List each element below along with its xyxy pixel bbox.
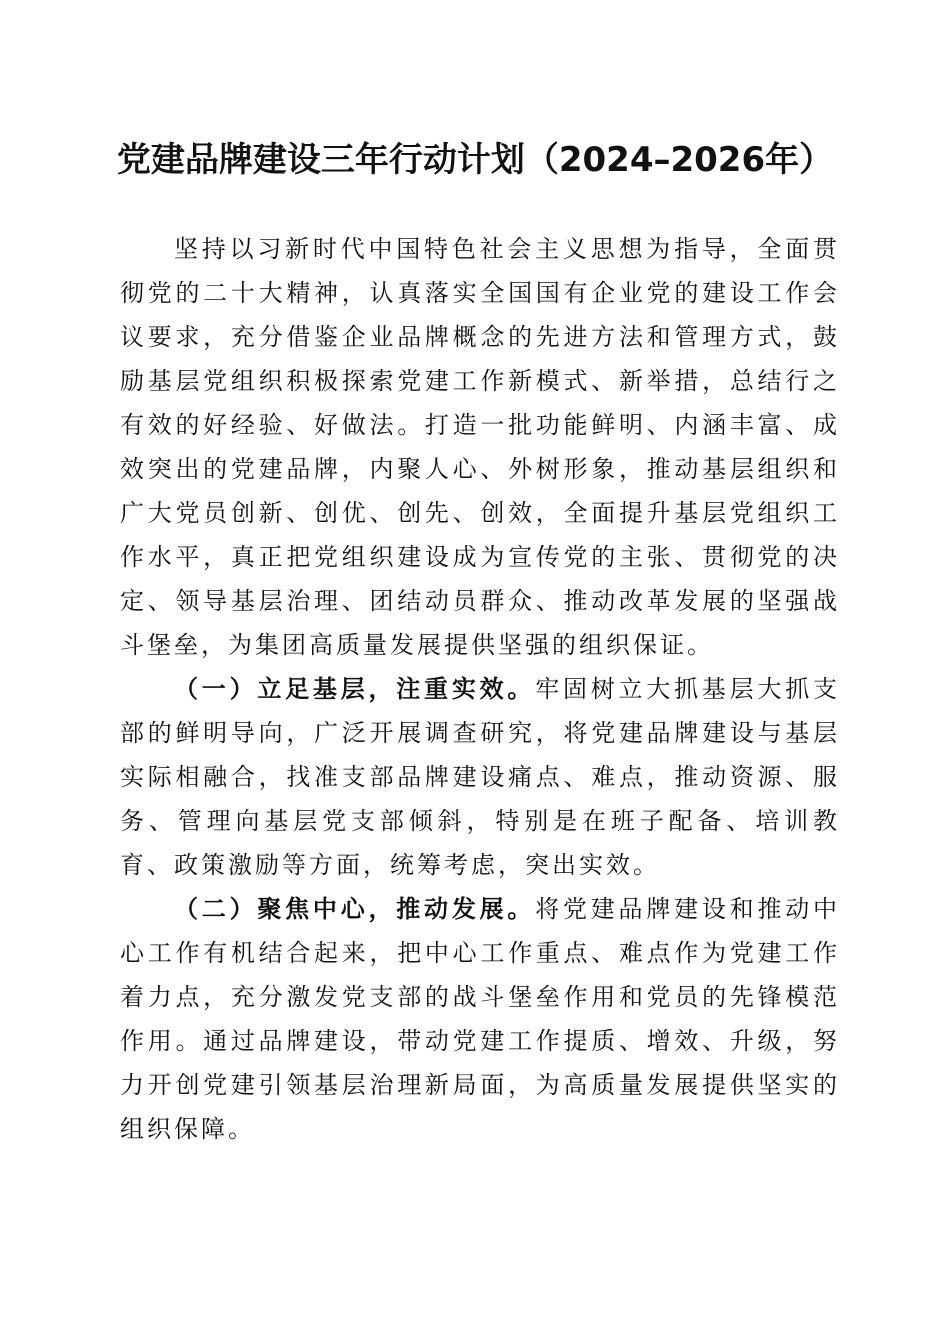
paragraph-text: 将党建品牌建设和推动中心工作有机结合起来，把中心工作重点、难点作为党建工作着力点，充分激发党支部的战斗堡垒作用和党员的先锋模范作用。通过品牌建设，带动党建工作提质、增效、升级，努力开创党建引领基层治理新局面，为高质量发展提供坚实的组织保障。 <box>120 895 841 1143</box>
paragraph-text: 牢固树立大抓基层大抓支部的鲜明导向，广泛开展调查研究，将党建品牌建设与基层实际相融合，找准支部品牌建设痛点、难点，推动资源、服务、管理向基层党支部倾斜，特别是在班子配备、培训教育、政策激励等方面，统筹考虑，突出实效。 <box>120 675 841 879</box>
document-title: 党建品牌建设三年行动计划（2024–2026年） <box>116 140 834 180</box>
document-body <box>120 227 840 1151</box>
section-heading-1: （一）立足基层，注重实效。 <box>174 675 536 703</box>
intro-paragraph <box>120 227 840 667</box>
section-paragraph-2 <box>120 887 840 1151</box>
section-heading-2: （二）聚焦中心，推动发展。 <box>174 895 536 923</box>
paragraph-text: 坚持以习新时代中国特色社会主义思想为指导，全面贯彻党的二十大精神，认真落实全国国有企业党的建设工作会议要求，充分借鉴企业品牌概念的先进方法和管理方式，鼓励基层党组织积极探索党建工作新模式、新举措，总结行之有效的好经验、好做法。打造一批功能鲜明、内涵丰富、成效突出的党建品牌，内聚人心、外树形象，推动基层组织和广大党员创新、创优、创先、创效，全面提升基层党组织工作水平，真正把党组织建设成为宣传党的主张、贯彻党的决定、领导基层治理、团结动员群众、推动改革发展的坚强战斗堡垒，为集团高质量发展提供坚强的组织保证。 <box>120 235 840 659</box>
section-paragraph-1 <box>120 667 840 887</box>
